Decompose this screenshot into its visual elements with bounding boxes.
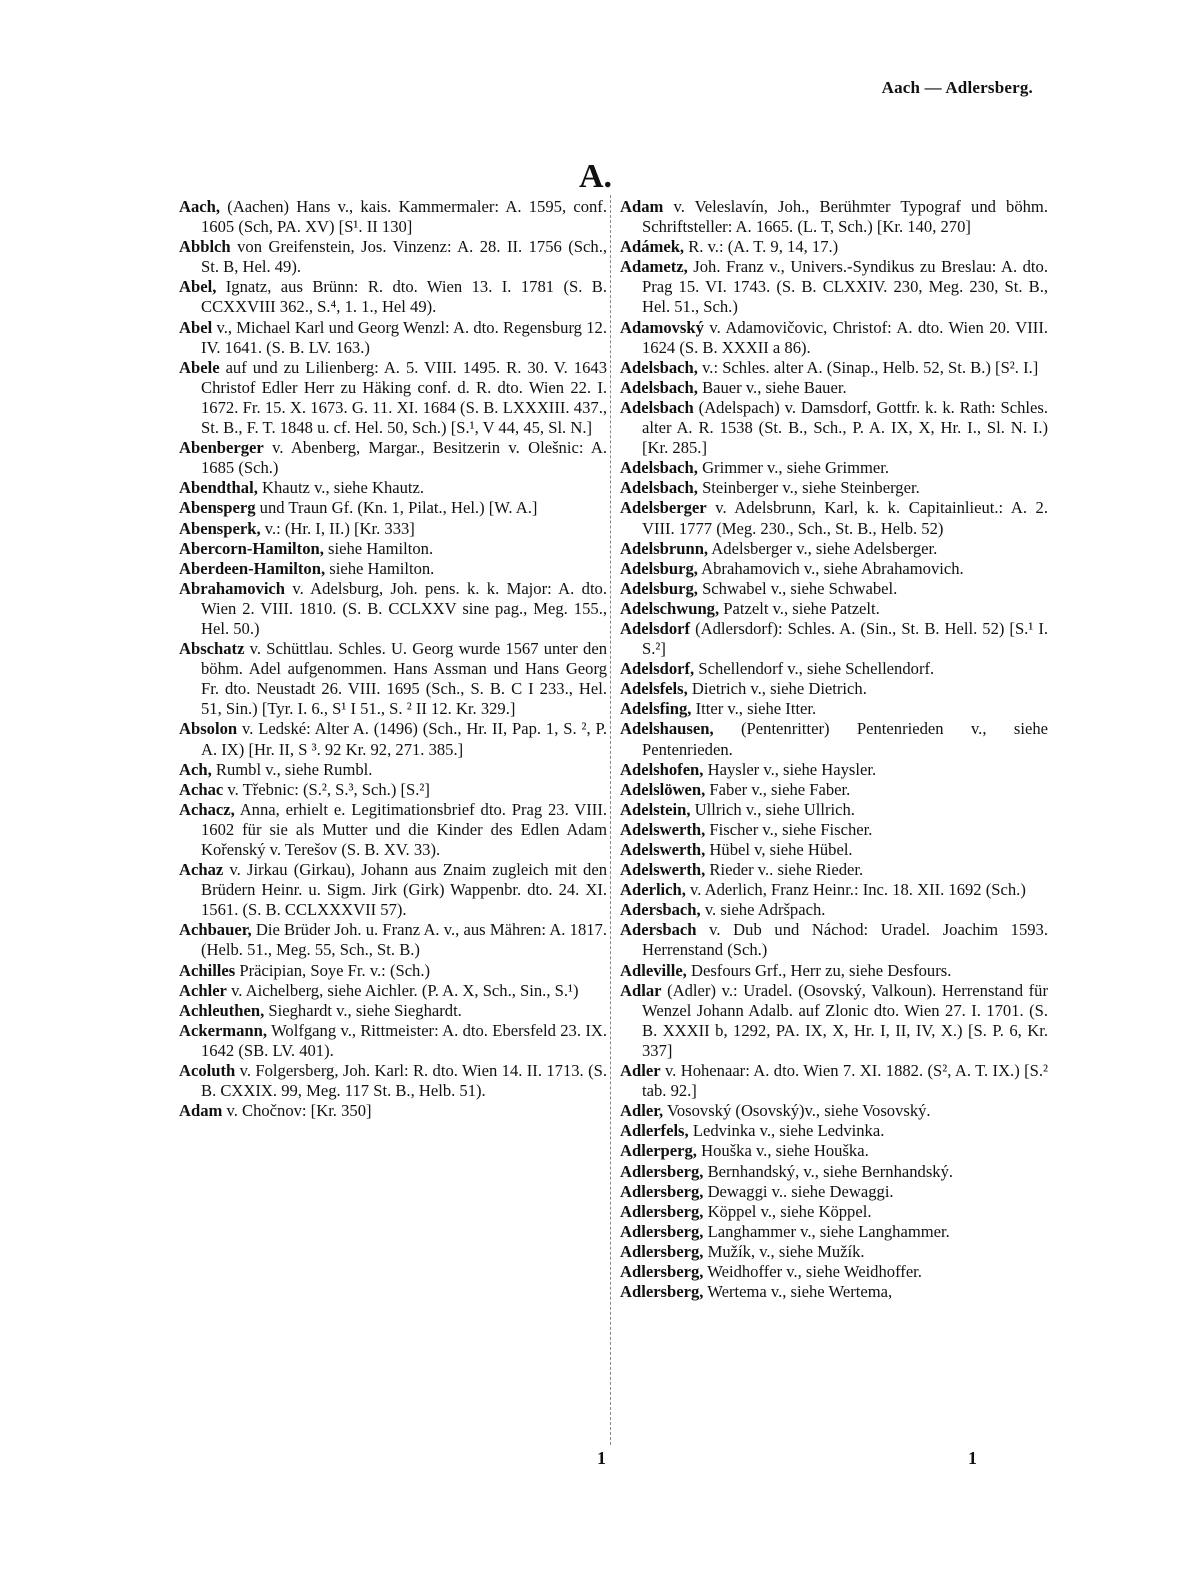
dictionary-entry [179,961,607,981]
entry-headword: Abel [179,317,213,337]
dictionary-entry [179,539,607,559]
section-letter: A. [578,158,613,195]
dictionary-entry [179,860,607,920]
entry-text: Köppel v., siehe Köppel. [703,1201,872,1221]
dictionary-entry [620,719,1048,759]
entry-text: Faber v., siehe Faber. [705,779,851,799]
dictionary-entry [179,197,607,237]
entry-text: Joh. Franz v., Univers.-Syndikus zu Breslau: A. dto. Prag 15. VI. 1743. (S. B. CLXXIV. 230, Meg. 230, St. B., Hel. 51., Sch.) [642,257,1048,317]
dictionary-entry [179,438,607,478]
entry-text: Bernhandský, v., siehe Bernhandský. [703,1161,954,1181]
entry-headword: Abercorn-Hamilton, [179,538,324,558]
dictionary-entry [179,579,607,639]
dictionary-entry [179,1001,607,1021]
entry-headword: Abblch [179,237,231,257]
dictionary-entry [620,358,1048,378]
entry-text: Mužík, v., siehe Mužík. [703,1241,865,1261]
dictionary-entry [620,1262,1048,1282]
entry-text: Dietrich v., siehe Dietrich. [687,679,867,699]
right-column [620,197,1048,1302]
entry-headword: Abenberger [179,438,264,458]
entry-headword: Achac [179,779,224,799]
entry-headword: Adametz, [620,257,688,277]
dictionary-entry [620,900,1048,920]
entry-headword: Ach, [179,759,212,779]
entry-headword: Adelsbach, [620,377,698,397]
entry-text: Wertema v., siehe Wertema, [703,1282,893,1302]
entry-headword: Abel, [179,277,217,297]
entry-headword: Adersbach [620,920,697,940]
entry-text: Bauer v., siehe Bauer. [697,377,847,397]
entry-headword: Adleville, [620,960,687,980]
entry-headword: Achaz [179,860,224,880]
entry-headword: Adelsburg, [620,558,698,578]
dictionary-entry [620,760,1048,780]
dictionary-entry [620,679,1048,699]
entry-text: siehe Hamilton. [325,558,435,578]
entry-headword: Adam [179,1101,223,1121]
dictionary-entry [620,800,1048,820]
entry-text: v., Michael Karl und Georg Wenzl: A. dto. Regensburg 12. IV. 1641. (S. B. LV. 163.) [201,317,607,357]
entry-text: Adelsberger v., siehe Adelsberger. [708,538,938,558]
entry-headword: Acoluth [179,1061,236,1081]
entry-headword: Adamovský [620,317,704,337]
entry-headword: Adlersberg, [620,1161,704,1181]
entry-text: v. Aderlich, Franz Heinr.: Inc. 18. XII. 1692 (Sch.) [685,880,1026,900]
entry-headword: Adlersberg, [620,1181,704,1201]
entry-headword: Aderlich, [620,880,686,900]
dictionary-entry [620,1061,1048,1101]
dictionary-entry [620,1101,1048,1121]
page-number-right: 1 [968,1448,977,1468]
entry-text: v. Adelsbrunn, Karl, k. k. Capitainlieut.: A. 2. VIII. 1777 (Meg. 230., Sch., St. B., Helb. 52) [642,498,1048,538]
dictionary-entry [620,378,1048,398]
entry-text: v. Schüttlau. Schles. U. Georg wurde 1567 unter den böhm. Adel aufgenommen. Hans Assman und Hans Georg Fr. dto. Neustadt 26. VIII. 1695 (Sch., S. B. C I 233., Hel. 51, Sin.) [Tyr. I. 6., S¹ I 51., S. ² II 12. Kr. 329.] [201,639,607,719]
entry-headword: Adelswerth, [620,860,706,880]
entry-text: Hübel v, siehe Hübel. [705,840,853,859]
dictionary-entry [179,800,607,860]
entry-headword: Adlersberg, [620,1241,704,1261]
dictionary-entry [620,498,1048,538]
dictionary-entry [620,1182,1048,1202]
entry-text: Ignatz, aus Brünn: R. dto. Wien 13. I. 1781 (S. B. CCXXVIII 362., S.⁴, 1. 1., Hel 49). [201,277,607,317]
entry-headword: Adlerfels, [620,1121,689,1141]
dictionary-entry [620,659,1048,679]
entry-headword: Adelsbach, [620,357,698,377]
entry-headword: Adelsbach, [620,458,698,478]
entry-text: (Adelspach) v. Damsdorf, Gottfr. k. k. Rath: Schles. alter A. R. 1538 (St. B., Sch., P. A. IX, X, Hr. I., Sl. N. I.) [Kr. 285.] [642,397,1048,458]
entry-text: v.: (Hr. I, II.) [Kr. 333] [260,518,415,538]
entry-text: v. Adamovičovic, Christof: A. dto. Wien 20. VIII. 1624 (S. B. XXXII a 86). [642,317,1048,357]
entry-text: Vosovský (Osovský)v., siehe Vosovský. [663,1101,931,1121]
entry-text: v. Dub und Náchod: Uradel. Joachim 1593. Herrenstand (Sch.) [642,920,1048,960]
dictionary-entry [620,599,1048,619]
entry-headword: Adelstein, [620,799,691,819]
dictionary-entry [179,519,607,539]
dictionary-entry [620,1222,1048,1242]
dictionary-entry [179,981,607,1001]
entry-headword: Adelshofen, [620,759,704,779]
dictionary-entry [179,318,607,358]
entry-headword: Ackermann, [179,1020,268,1040]
dictionary-entry [620,1242,1048,1262]
entry-text: Itter v., siehe Itter. [691,699,817,719]
entry-text: Ledvinka v., siehe Ledvinka. [688,1121,885,1141]
dictionary-entry [620,619,1048,659]
entry-text: v. Jirkau (Girkau), Johann aus Znaim zugleich mit den Brüdern Heinr. u. Sigm. Jirk (Girk) Wappenbr. dto. 24. XI. 1561. (S. B. CCLXXXVII 57). [201,860,607,920]
dictionary-entry [179,559,607,579]
entry-headword: Adelsbach [620,397,694,417]
dictionary-entry [620,539,1048,559]
entry-text: v.: Schles. alter A. (Sinap., Helb. 52, St. B.) [S². I.] [697,357,1039,377]
entry-headword: Adelslöwen, [620,779,706,799]
entry-text: von Greifenstein, Jos. Vinzenz: A. 28. II. 1756 (Sch., St. B, Hel. 49). [201,237,607,277]
entry-headword: Adelsfels, [620,679,688,699]
entry-headword: Achleuthen, [179,1000,265,1020]
entry-text: Houška v., siehe Houška. [696,1141,869,1161]
dictionary-entry [620,840,1048,860]
entry-headword: Achilles [179,960,236,980]
entry-text: v. Chočnov: [Kr. 350] [222,1101,372,1121]
entry-headword: Abschatz [179,639,245,659]
entry-text: Wolfgang v., Rittmeister: A. dto. Ebersfeld 23. IX. 1642 (SB. LV. 401). [201,1020,607,1060]
entry-text: v. Hohenaar: A. dto. Wien 7. XI. 1882. (S², A. T. IX.) [S.² tab. 92.] [642,1061,1048,1101]
dictionary-entry [620,1202,1048,1222]
entry-headword: Adelshausen, [620,719,714,739]
dictionary-entry [179,1061,607,1101]
entry-headword: Adlar [620,980,662,1000]
dictionary-entry [620,318,1048,358]
entry-headword: Adlersberg, [620,1221,704,1241]
entry-headword: Abendthal, [179,478,258,498]
entry-text: Abrahamovich v., siehe Abrahamovich. [697,558,964,578]
dictionary-entry [179,478,607,498]
entry-headword: Adelschwung, [620,598,720,618]
dictionary-entry [620,257,1048,317]
entry-headword: Adelsbach, [620,478,698,498]
entry-text: Rieder v.. siehe Rieder. [705,860,864,880]
entry-text: Desfours Grf., Herr zu, siehe Desfours. [686,960,952,980]
dictionary-entry [179,639,607,719]
dictionary-entry [620,1282,1048,1302]
entry-text: Die Brüder Joh. u. Franz A. v., aus Mähren: A. 1817. (Helb. 51., Meg. 55, Sch., St. B.) [201,920,607,960]
entry-text: Grimmer v., siehe Grimmer. [697,458,890,478]
entry-headword: Adelsburg, [620,578,698,598]
entry-headword: Abensperg [179,498,256,518]
entry-headword: Absolon [179,719,238,739]
entry-headword: Adlersberg, [620,1282,704,1302]
entry-headword: Adler, [620,1101,664,1121]
entry-text: Langhammer v., siehe Langhammer. [703,1221,950,1241]
dictionary-entry [179,1021,607,1061]
dictionary-entry [620,398,1048,458]
entry-headword: Adelsfing, [620,699,692,719]
entry-text: Ullrich v., siehe Ullrich. [690,799,855,819]
entry-headword: Adlersberg, [620,1201,704,1221]
left-column [179,197,607,1121]
entry-text: Präcipian, Soye Fr. v.: (Sch.) [235,960,431,980]
dictionary-entry [620,920,1048,960]
entry-headword: Adam [620,197,664,216]
entry-text: (Adler) v.: Uradel. (Osovský, Valkoun). Herrenstand für Wenzel Johann Adalb. auf Zlonic dto. Wien 27. I. 1701. (S. B. XXXII b, 1292, PA. IX, X, Hr. I, II, IV, X.) [S. P. 6, Kr. 337] [642,980,1048,1060]
entry-headword: Achler [179,980,227,1000]
entry-text: Schwabel v., siehe Schwabel. [697,578,898,598]
dictionary-entry [179,277,607,317]
dictionary-entry [620,860,1048,880]
page-number-left: 1 [597,1448,606,1468]
dictionary-entry [620,559,1048,579]
entry-headword: Adersbach, [620,900,701,920]
entry-headword: Adelswerth, [620,840,706,859]
dictionary-entry [620,1121,1048,1141]
entry-text: Schellendorf v., siehe Schellendorf. [694,659,935,679]
dictionary-entry [620,458,1048,478]
dictionary-entry [179,920,607,960]
entry-text: Khautz v., siehe Khautz. [257,478,425,498]
dictionary-entry [179,1101,607,1121]
entry-text: v. Třebnic: (S.², S.³, Sch.) [S.²] [223,779,430,799]
entry-text: v. Adelsburg, Joh. pens. k. k. Major: A. dto. Wien 2. VIII. 1810. (S. B. CCLXXV sine pag., Meg. 155., Hel. 50.) [201,578,607,638]
column-divider [610,195,611,1445]
dictionary-entry [179,358,607,438]
entry-headword: Adelsberger [620,498,707,518]
entry-text: v. Ledské: Alter A. (1496) (Sch., Hr. II, Pap. 1, S. ², P. A. IX) [Hr. II, S ³. 92 Kr. 92, 271. 385.] [201,719,607,759]
entry-text: v. Abenberg, Margar., Besitzerin v. Olešnic: A. 1685 (Sch.) [201,438,607,478]
entry-text: (Adlersdorf): Schles. A. (Sin., St. B. Hell. 52) [S.¹ I. S.²] [642,618,1048,659]
entry-headword: Abensperk, [179,518,261,538]
entry-text: Anna, erhielt e. Legitimationsbrief dto. Prag 23. VIII. 1602 für sie als Mutter und die Kinder des Edlen Adam Kořenský v. Terešov (S. B. XV. 33). [201,799,607,859]
entry-headword: Adelsbrunn, [620,538,709,558]
entry-text: siehe Hamilton. [323,538,434,558]
entry-text: Rumbl v., siehe Rumbl. [211,759,373,779]
entry-text: Weidhoffer v., siehe Weidhoffer. [703,1261,922,1281]
running-head: Aach — Adlersberg. [881,78,1033,97]
dictionary-entry [179,760,607,780]
dictionary-entry [179,719,607,759]
entry-text: Patzelt v., siehe Patzelt. [719,598,880,618]
entry-text: R. v.: (A. T. 9, 14, 17.) [684,237,839,257]
entry-text: Steinberger v., siehe Steinberger. [697,478,920,498]
entry-text: v. Veleslavín, Joh., Berühmter Typograf und böhm. Schriftsteller: A. 1665. (L. T, Sch.) [Kr. 140, 270] [642,197,1048,237]
dictionary-entry [179,237,607,277]
dictionary-entry [620,880,1048,900]
dictionary-entry [179,780,607,800]
dictionary-entry [620,237,1048,257]
entry-text: v. siehe Adršpach. [700,900,826,920]
entry-text: v. Aichelberg, siehe Aichler. (P. A. X, Sch., Sin., S.¹) [226,980,579,1000]
dictionary-entry [620,1141,1048,1161]
dictionary-entry [620,961,1048,981]
dictionary-entry [620,780,1048,800]
dictionary-entry [620,478,1048,498]
entry-text: Haysler v., siehe Haysler. [703,759,877,779]
dictionary-entry [620,981,1048,1061]
entry-headword: Achacz, [179,799,235,819]
dictionary-entry [620,197,1048,237]
dictionary-entry [179,498,607,518]
entry-text: Dewaggi v.. siehe Dewaggi. [703,1181,894,1201]
dictionary-entry [620,699,1048,719]
entry-headword: Abele [179,357,220,377]
entry-headword: Aach, [179,197,221,216]
entry-text: auf und zu Lilienberg: A. 5. VIII. 1495. R. 30. V. 1643 Christof Edler Herr zu Häking conf. d. R. dto. Wien 22. I. 1672. Fr. 15. X. 1673. G. 11. XI. 1684 (S. B. LXXXIII. 437., St. B., F. T. 1848 u. cf. Hel. 50, Sch.) [S.¹, V 44, 45, Sl. N.] [201,357,607,438]
dictionary-entry [620,1162,1048,1182]
entry-headword: Adelsdorf, [620,659,695,679]
entry-text: Fischer v., siehe Fischer. [705,819,873,839]
dictionary-entry [620,820,1048,840]
entry-text: (Aachen) Hans v., kais. Kammermaler: A. 1595, conf. 1605 (Sch, PA. XV) [S¹. II 130] [201,197,607,237]
entry-text: v. Folgersberg, Joh. Karl: R. dto. Wien 14. II. 1713. (S. B. CXXIX. 99, Meg. 117 St. B., Helb. 51). [201,1061,607,1101]
entry-headword: Adlersberg, [620,1261,704,1281]
entry-headword: Adelswerth, [620,819,706,839]
entry-headword: Abrahamovich [179,578,286,598]
entry-text: und Traun Gf. (Kn. 1, Pilat., Hel.) [W. A.] [255,498,538,518]
entry-headword: Aberdeen-Hamilton, [179,558,326,578]
entry-headword: Adlerperg, [620,1141,697,1161]
entry-headword: Adelsdorf [620,618,691,638]
entry-headword: Adler [620,1061,661,1081]
dictionary-entry [620,579,1048,599]
entry-headword: Adámek, [620,237,685,257]
entry-headword: Achbauer, [179,920,252,940]
entry-text: Sieghardt v., siehe Sieghardt. [264,1000,462,1020]
entry-text: (Pentenritter) Pentenrieden v., siehe Pentenrieden. [642,719,1048,759]
